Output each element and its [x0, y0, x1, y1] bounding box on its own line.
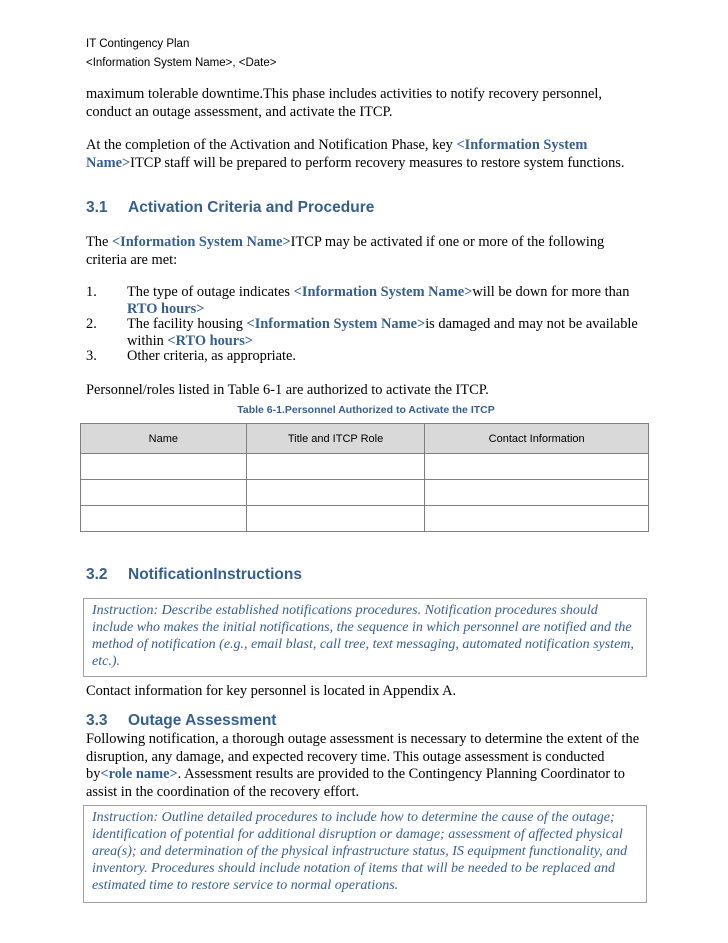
section-3-1-paragraph: The <Information System Name>ITCP may be activated if one or more of the following criteria are met: — [86, 234, 605, 268]
section-heading-3-2: 3.2 NotificationInstructions — [86, 566, 302, 583]
instruction-box-notification: Instruction: Describe established notifications procedures. Notification procedures should include who makes the initial notifications, the sequence in which personnel are notified and the method of notification (e.g., email blast, call tree, text messaging, automated notification system, etc.). — [83, 598, 647, 677]
table-row — [81, 506, 649, 532]
section-heading-3-3: 3.3 Outage Assessment — [86, 712, 277, 729]
authorized-personnel-paragraph: Personnel/roles listed in Table 6-1 are authorized to activate the ITCP. — [86, 382, 489, 398]
outage-assessment-paragraph: Following notification, a thorough outage assessment is necessary to determine the extent of the disruption, any damage, and expected recovery time. This outage assessment is conducted by<role name>. Assessment results are provided to the Contingency Planning Coordinator to assist in the coordination of the recovery effort. — [86, 731, 640, 800]
table-header-contact: Contact Information — [425, 424, 649, 454]
rto-hours-placeholder: RTO hours> — [127, 301, 205, 317]
table-cell — [246, 506, 425, 532]
table-row — [81, 480, 649, 506]
system-name-placeholder: <Information System Name> — [246, 316, 426, 332]
table-cell — [81, 454, 247, 480]
table-cell — [81, 506, 247, 532]
table-cell — [425, 454, 649, 480]
system-name-placeholder: <Information System Name> — [86, 137, 588, 171]
system-name-placeholder: <Information System Name> — [293, 284, 473, 300]
intro-paragraph-1: maximum tolerable downtime.This phase includes activities to notify recovery personnel, conduct an outage assessment, and activate the ITCP. — [86, 86, 602, 120]
authorized-personnel-table — [80, 423, 649, 532]
table-cell — [246, 480, 425, 506]
table-header-row — [81, 424, 649, 454]
section-heading-3-1: 3.1 Activation Criteria and Procedure — [86, 199, 375, 216]
table-cell — [425, 480, 649, 506]
table-header-name: Name — [81, 424, 247, 454]
instruction-box-assessment: Instruction: Outline detailed procedures to include how to determine the cause of the outage; identification of potential for additional disruption or damage; assessment of affected physical area(s); and determination of the physical infrastructure status, IS equipment functionality, and inventory. Procedures should include notation of items that will be needed to be replaced and estimated time to restore service to normal operations. — [83, 805, 647, 903]
intro-paragraph-2: At the completion of the Activation and Notification Phase, key <Information System Name>ITCP staff will be prepared to perform recovery measures to restore system functions. — [86, 137, 625, 171]
table-cell — [81, 480, 247, 506]
role-name-placeholder: <role name> — [100, 766, 178, 782]
table-cell — [425, 506, 649, 532]
table-row — [81, 454, 649, 480]
running-header-subtitle: <Information System Name>, <Date> — [86, 57, 277, 69]
running-header-title: IT Contingency Plan — [86, 38, 190, 50]
rto-hours-placeholder: <RTO hours> — [167, 333, 253, 349]
table-cell — [246, 454, 425, 480]
table-caption: Table 6-1.Personnel Authorized to Activate the ITCP — [237, 404, 495, 416]
document-page: IT Contingency Plan <Information System Name>, <Date> maximum tolerable downtime.This phase includes activities to notify recovery personnel, conduct an outage assessment, and activate the ITCP. At the completion of the Activation and Notification Phase, key <Information System Name>ITCP staff will be prepared to perform recovery measures to restore system functions. 3.1 Activation Criteria and Procedure The <Information System Name>ITCP may be activated if one or more of the following criteria are met: 1. The type of outage indicates <Information System Name>will be down for more than RTO hours> 2. The facility housing <Information System Name>is damaged and may not be available within <RTO hours> 3. Other criteria, as appropriate. Personnel/roles listed in Table 6-1 are authorized to activate the ITCP. Table 6-1.Personnel Authorized to Activate the ITCP Name Title and ITCP Role Contact Information 3.2 NotificationInstructions Instruction: Describe established notifications procedures. Notification procedures should include who makes the initial notifications, the sequence in which personnel are notified and the method of notification (e.g., email blast, call tree, text messaging, automated notification system, etc.). Contact information for key personnel is located in Appendix A. 3.3 Outage Assessment Following notification, a thorough outage assessment is necessary to determine the extent of the disruption, any damage, and expected recovery time. This outage assessment is conducted by<role name>. Assessment results are provided to the Contingency Planning Coordinator to assist in the coordination of the recovery effort. Instruction: Outline detailed procedures to include how to determine the cause of the outage; identification of potential for additional disruption or damage; assessment of affected physical area(s); and determination of the physical infrastructure status, IS equipment functionality, and inventory. Procedures should include notation of items that will be needed to be replaced and estimated time to restore service to normal operations. — [0, 0, 728, 943]
table-header-title-role: Title and ITCP Role — [246, 424, 425, 454]
system-name-placeholder: <Information System Name> — [111, 234, 291, 250]
contact-info-paragraph: Contact information for key personnel is located in Appendix A. — [86, 683, 457, 699]
